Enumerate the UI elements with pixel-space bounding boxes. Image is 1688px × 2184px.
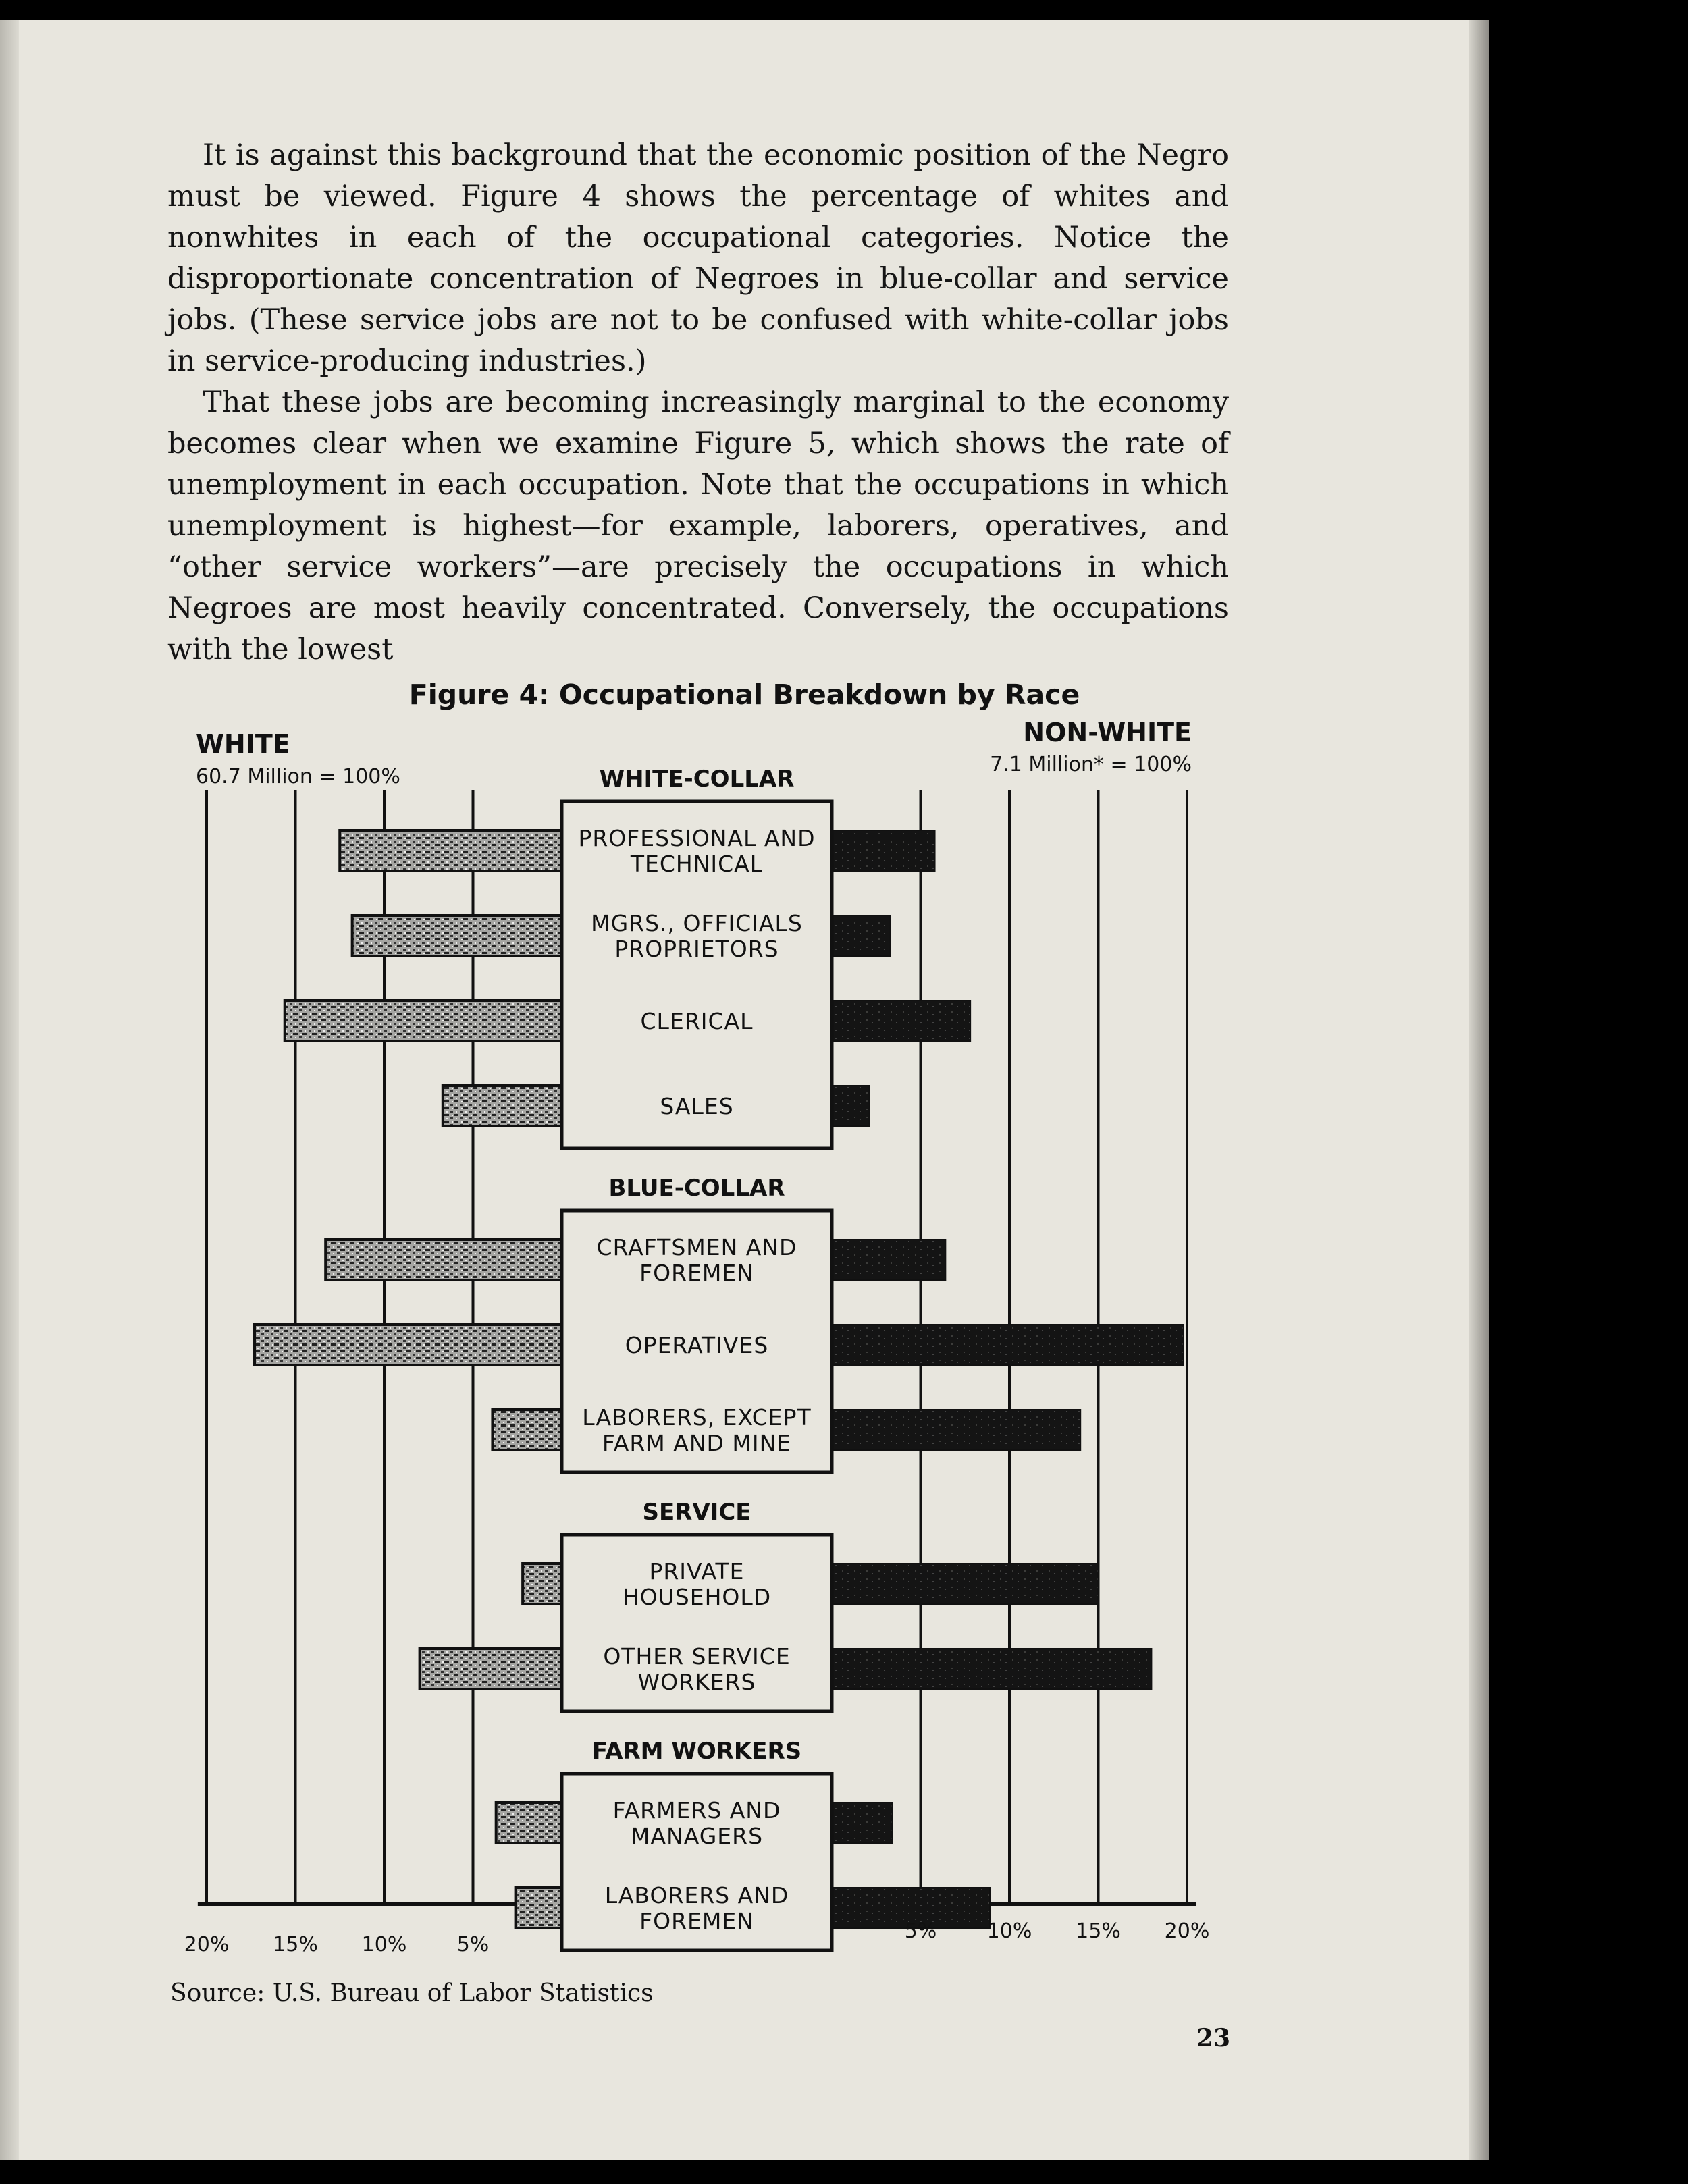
figure-title: Figure 4: Occupational Breakdown by Race — [408, 678, 1080, 711]
category-label-1-0-1: FOREMEN — [639, 1260, 754, 1286]
source-note: Source: U.S. Bureau of Labor Statistics — [170, 1979, 654, 2007]
group-heading-0: WHITE-COLLAR — [599, 766, 795, 793]
category-label-1-2-1: FARM AND MINE — [602, 1430, 792, 1456]
white-bar-2-1 — [420, 1649, 562, 1689]
category-label-0-3-0: SALES — [660, 1093, 734, 1119]
category-label-3-0-1: MANAGERS — [630, 1823, 764, 1849]
group-heading-3: FARM WORKERS — [591, 1738, 802, 1765]
category-label-3-1-1: FOREMEN — [639, 1908, 754, 1934]
white-bar-2-0 — [523, 1564, 562, 1604]
category-label-2-1-0: OTHER SERVICE — [603, 1643, 791, 1670]
nonwhite-bar-2-0 — [832, 1564, 1099, 1604]
white-total-note: 60.7 Million = 100% — [196, 765, 400, 789]
category-label-0-1-1: PROPRIETORS — [614, 936, 779, 962]
nonwhite-bar-0-2 — [832, 1001, 970, 1041]
nonwhite-bar-1-0 — [832, 1240, 945, 1280]
nonwhite-heading: NON-WHITE — [1023, 718, 1192, 747]
white-bar-1-0 — [325, 1240, 562, 1280]
nonwhite-bar-0-1 — [832, 915, 891, 956]
nonwhite-bar-1-1 — [832, 1325, 1184, 1365]
category-label-1-1-0: OPERATIVES — [625, 1332, 769, 1358]
nonwhite-bar-1-2 — [832, 1410, 1080, 1450]
category-label-3-0-0: FARMERS AND — [612, 1797, 781, 1823]
nonwhite-bar-0-0 — [832, 830, 935, 871]
category-label-3-1-0: LABORERS AND — [604, 1882, 789, 1909]
nonwhite-tick-5: 5% — [904, 1919, 937, 1943]
paragraph-2: That these jobs are becoming increasingly marginal to the economy becomes clear when we examine Figure 5, which shows the rate of unemployment in each occupation. Note that the occupations in which unemployment is highest—for example, laborers, operatives, and “other service workers”—are precisely the occupations in which Negroes are most heavily concentrated. Conversely, the occupations with the lowest — [167, 385, 1229, 666]
category-label-1-0-0: CRAFTSMEN AND — [596, 1234, 797, 1260]
occupation-chart — [0, 20, 1489, 2160]
category-boxes — [562, 801, 832, 1950]
nonwhite-tick-20: 20% — [1164, 1919, 1210, 1943]
category-label-0-1-0: MGRS., OFFICIALS — [591, 910, 803, 936]
nonwhite-bar-0-3 — [832, 1086, 869, 1126]
white-tick-15: 15% — [273, 1933, 318, 1956]
white-bar-1-1 — [255, 1325, 562, 1365]
nonwhite-tick-15: 15% — [1076, 1919, 1121, 1943]
category-label-2-0-0: PRIVATE — [649, 1558, 745, 1584]
group-heading-2: SERVICE — [642, 1499, 751, 1526]
nonwhite-bar-3-0 — [832, 1803, 892, 1843]
category-label-2-1-1: WORKERS — [637, 1669, 756, 1695]
group-heading-1: BLUE-COLLAR — [608, 1175, 785, 1202]
page-number: 23 — [1196, 2024, 1231, 2052]
white-bar-0-2 — [285, 1001, 562, 1041]
paragraph-1: It is against this background that the economic position of the Negro must be viewed. Figure 4 shows the percentage of whites and nonwhites in each of the occupational categories. Notice the disproportionate concentration of Negroes in blue-collar and service jobs. (These service jobs are not to be confused with white-collar jobs in service-producing industries.) — [167, 138, 1229, 378]
nonwhite-total-note: 7.1 Million* = 100% — [990, 753, 1192, 776]
white-bar-1-2 — [492, 1410, 562, 1450]
white-bar-0-0 — [340, 830, 562, 871]
nonwhite-bar-2-1 — [832, 1649, 1151, 1689]
category-label-0-0-1: TECHNICAL — [630, 851, 764, 877]
category-label-1-2-0: LABORERS, EXCEPT — [582, 1404, 812, 1431]
category-label-0-0-0: PROFESSIONAL AND — [578, 825, 816, 851]
white-bar-0-1 — [352, 915, 562, 956]
nonwhite-tick-10: 10% — [986, 1919, 1032, 1943]
white-tick-5: 5% — [456, 1933, 490, 1956]
white-bar-3-1 — [516, 1888, 562, 1928]
category-label-0-2-0: CLERICAL — [640, 1008, 754, 1034]
white-bar-3-0 — [496, 1803, 562, 1843]
category-label-2-0-1: HOUSEHOLD — [622, 1584, 772, 1610]
white-tick-10: 10% — [361, 1933, 407, 1956]
white-tick-20: 20% — [184, 1933, 230, 1956]
white-bar-0-3 — [443, 1086, 562, 1126]
white-heading: WHITE — [196, 729, 290, 759]
